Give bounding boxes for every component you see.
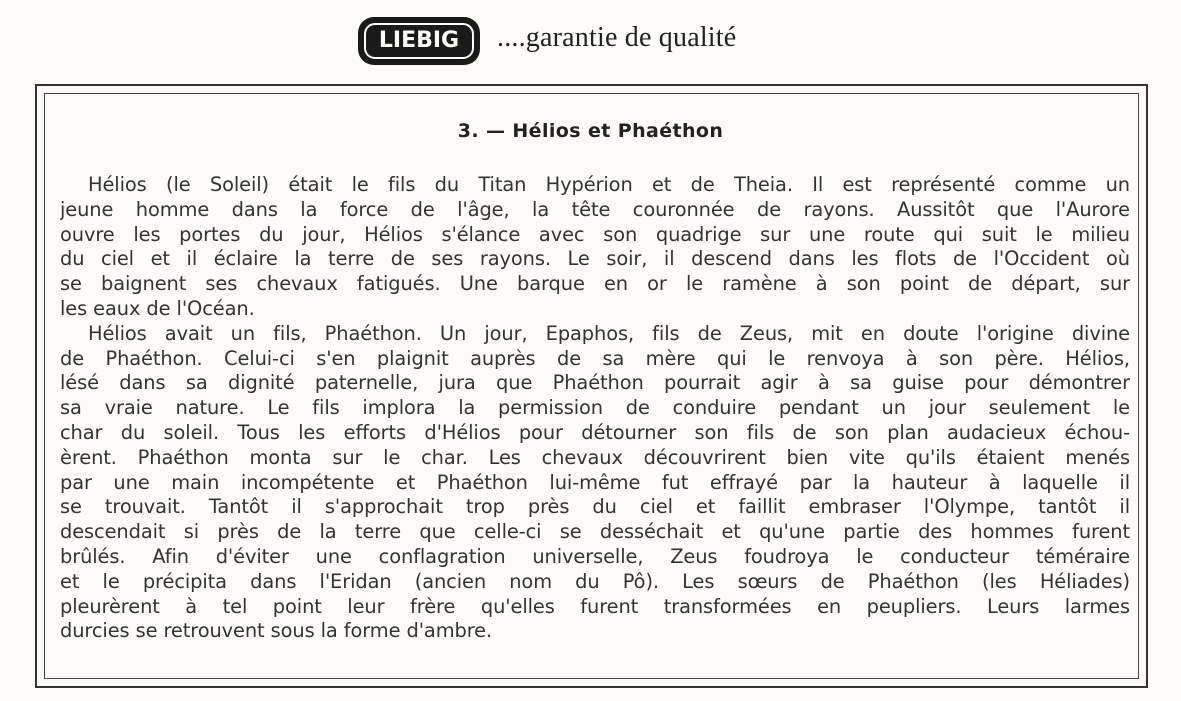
text-line: ouvre les portes du jour, Hélios s'élance avec son quadrige sur une route qui suit le milieu: [60, 222, 1130, 246]
text-line: lésé dans sa dignité paternelle, jura que Phaéthon pourrait agir à sa guise pour démontrer: [60, 371, 1130, 395]
article-body: [60, 173, 1130, 644]
text-line: pleurèrent à tel point leur frère qu'elles furent transformées en peupliers. Leurs larmes: [60, 594, 1130, 618]
text-line: Hélios avait un fils, Phaéthon. Un jour, Epaphos, fils de Zeus, mit en doute l'origine divine: [88, 321, 1130, 345]
liebig-logo: [358, 17, 480, 65]
logo-border: [364, 23, 474, 59]
text-line: Hélios (le Soleil) était le fils du Titan Hypérion et de Theia. Il est représenté comme un: [88, 173, 1130, 196]
text-line: et le précipita dans l'Eridan (ancien nom du Pô). Les sœurs de Phaéthon (les Héliades): [60, 569, 1130, 593]
text-line: les eaux de l'Océan.: [60, 296, 255, 320]
text-line: se trouvait. Tantôt il s'approchait trop près du ciel et faillit embraser l'Olympe, tantôt il: [60, 495, 1130, 519]
header: [0, 14, 1181, 70]
text-line: se baignent ses chevaux fatigués. Une barque en or le ramène à son point de départ, sur: [60, 272, 1130, 296]
text-line: de Phaéthon. Celui-ci s'en plaignit auprès de sa mère qui le renvoya à son père. Hélios,: [60, 346, 1130, 370]
text-line: èrent. Phaéthon monta sur le char. Les chevaux découvrirent bien vite qu'ils étaient menés: [60, 445, 1130, 469]
text-line: char du soleil. Tous les efforts d'Hélios pour détourner son fils de son plan audacieux échou-: [60, 420, 1130, 444]
text-line: jeune homme dans la force de l'âge, la tête couronnée de rayons. Aussitôt que l'Aurore: [60, 197, 1130, 221]
tagline: ....garantie de qualité: [497, 22, 737, 53]
text-line: par une main incompétente et Phaéthon lui-même fut effrayé par la hauteur à laquelle il: [60, 470, 1130, 494]
text-line: descendait si près de la terre que celle-ci se desséchait et qu'une partie des hommes furent: [60, 520, 1130, 544]
text-line: sa vraie nature. Le fils implora la permission de conduire pendant un jour seulement le: [60, 396, 1130, 420]
logo-text: LIEBIG: [378, 28, 460, 53]
text-line: du ciel et il éclaire la terre de ses rayons. Le soir, il descend dans les flots de l'Occident où: [60, 247, 1130, 271]
text-line: durcies se retrouvent sous la forme d'ambre.: [60, 619, 493, 643]
text-line: brûlés. Afin d'éviter une conflagration universelle, Zeus foudroya le conducteur téméraire: [60, 544, 1130, 568]
article-title: 3. — Hélios et Phaéthon: [457, 120, 724, 142]
